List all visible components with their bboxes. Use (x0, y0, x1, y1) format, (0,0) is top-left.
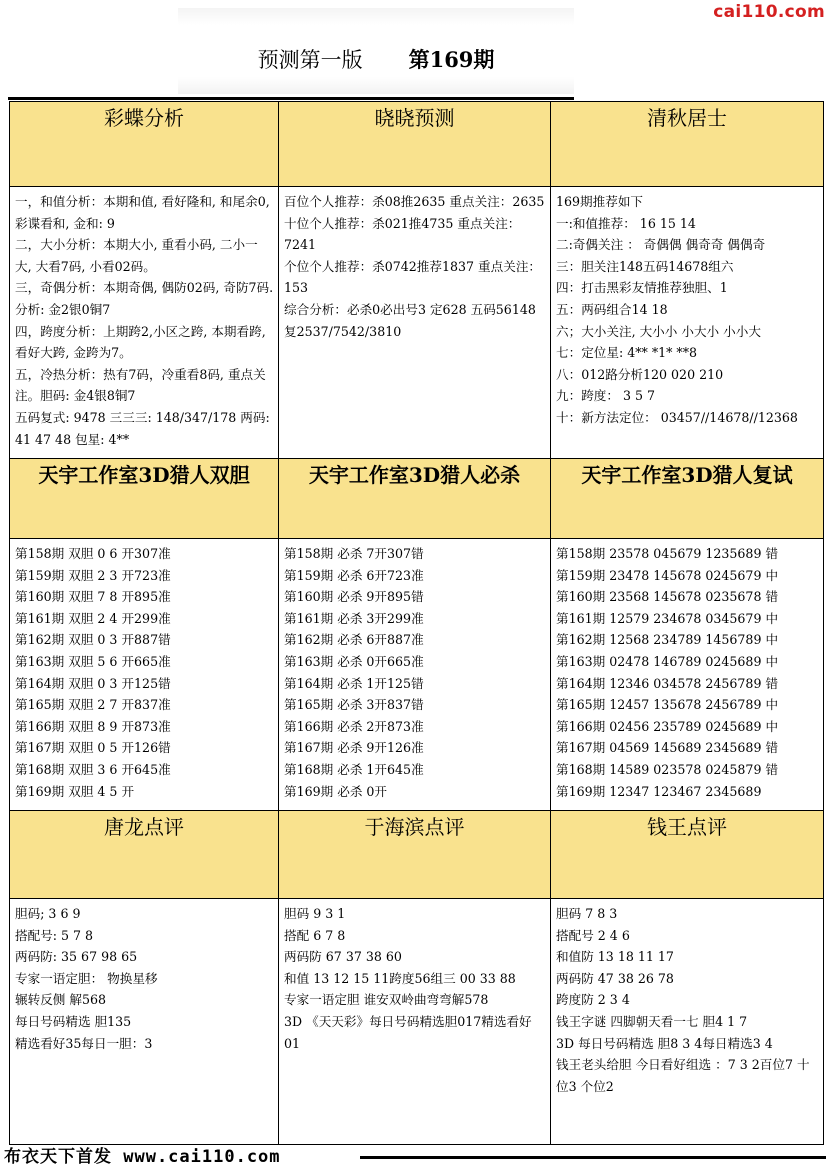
entry-line: 第167期 必杀 9开126准 (284, 740, 424, 756)
section-header-bisha: 天宇工作室3D猎人必杀 (279, 459, 551, 539)
entry-line: 六；大小关注, 大小小 小大小 小小大 (556, 323, 761, 339)
entry-line: 第160期 双胆 7 8 开895准 (15, 589, 171, 605)
entry-line: 第166期 必杀 2开873准 (284, 718, 424, 734)
section-header-caidie: 彩蝶分析 (10, 102, 279, 187)
entry-line: 两码防: 35 67 98 65 (15, 949, 138, 965)
entry-line: 九：跨度： 3 5 7 (556, 388, 656, 404)
entry-line: 第169期 双胆 4 5 开 (15, 783, 135, 799)
entry-line: 二:奇偶关注 ： 奇偶偶 偶奇奇 偶偶奇 (556, 237, 766, 253)
entry-line: 四，跨度分析：上期跨2,小区之跨, 本期看跨, 看好大跨, 金跨为7。 (15, 323, 266, 361)
entry-line: 第160期 必杀 9开895错 (284, 589, 424, 605)
entry-line: 第168期 14589 023578 0245879 错 (556, 761, 779, 777)
entry-line: 3D 《天天彩》每日号码精选胆017精选看好01 (284, 1013, 532, 1051)
entry-line: 五：两码组合14 18 (556, 301, 668, 317)
entry-line: 两码防 67 37 38 60 (284, 949, 402, 965)
entry-line: 第161期 双胆 2 4 开299准 (15, 610, 171, 626)
entry-line: 百位个人推荐：杀08推2635 重点关注：2635 (284, 194, 545, 209)
edition-label: 预测第一版 (257, 48, 363, 72)
entry-line: 第168期 双胆 3 6 开645准 (15, 761, 171, 777)
entry-line: 专家一语定胆 谁安双岭曲弯弯解578 (284, 992, 489, 1008)
entry-line: 第161期 必杀 3开299准 (284, 610, 424, 626)
section-header-qingqiu: 清秋居士 (551, 102, 824, 187)
entry-line: 第163期 必杀 0开665准 (284, 653, 424, 669)
entry-line: 搭配号 2 4 6 (556, 927, 630, 943)
entry-line: 四：打击黑彩友情推荐独胆、1 (556, 280, 728, 296)
site-logo: cai110.com (713, 2, 825, 22)
entry-line: 第158期 23578 045679 1235689 错 (556, 546, 779, 561)
section-body-fushi (551, 539, 824, 811)
entry-line: 钱王字谜 四脚朝天看一七 胆4 1 7 (556, 1013, 748, 1029)
entry-line: 第158期 双胆 0 6 开307准 (15, 546, 171, 561)
section-body-bisha (279, 539, 551, 811)
entry-line: 第164期 12346 034578 2456789 错 (556, 675, 779, 691)
section-header-fushi: 天宇工作室3D猎人复试 (551, 459, 824, 539)
entry-line: 八：012路分析120 020 210 (556, 366, 724, 382)
entry-line: 第165期 12457 135678 2456789 中 (556, 697, 779, 713)
entry-line: 十位个人推荐：杀021推4735 重点关注：7241 (284, 215, 521, 253)
entry-line: 第162期 双胆 0 3 开887错 (15, 632, 171, 648)
entry-line: 七：定位星: 4** *1* **8 (556, 345, 698, 361)
entry-line: 三：胆关注148五码14678组六 (556, 258, 734, 274)
section-header-shuangdan: 天宇工作室3D猎人双胆 (10, 459, 279, 539)
section-body-tanglong (10, 899, 279, 1145)
entry-line: 精选看好35每日一胆：3 (15, 1035, 153, 1051)
entry-line: 两码防 47 38 26 78 (556, 970, 674, 986)
entry-line: 第162期 必杀 6开887准 (284, 632, 424, 648)
footer-rule (360, 1156, 826, 1159)
section-body-qingqiu (551, 187, 824, 459)
entry-line: 第169期 12347 123467 2345689 (556, 783, 762, 799)
entry-line: 一，和值分析：本期和值, 看好隆和, 和尾余0,彩谍看和, 金和: 9 (15, 194, 270, 231)
entry-line: 第159期 必杀 6开723准 (284, 567, 424, 583)
entry-line: 第168期 必杀 1开645准 (284, 761, 424, 777)
entry-line: 3D 每日号码精选 胆8 3 4每日精选3 4 (556, 1035, 773, 1051)
entry-line: 每日号码精选 胆135 (15, 1013, 132, 1029)
entry-line: 二，大小分析：本期大小, 重看小码, 二小一大, 大看7码, 小看02码。 (15, 237, 258, 274)
issue-label: 第169期 (408, 47, 495, 72)
entry-line: 胆码 9 3 1 (284, 906, 346, 921)
entry-line: 十：新方法定位： 03457//14678//12368 (556, 409, 798, 425)
entry-line: 复2537/7542/3810 (284, 323, 402, 339)
section-header-yuhaibin: 于海滨点评 (279, 811, 551, 899)
entry-line: 第163期 双胆 5 6 开665准 (15, 653, 171, 669)
section-body-caidie (10, 187, 279, 459)
section-header-qianwang: 钱王点评 (551, 811, 824, 899)
entry-line: 一:和值推荐： 16 15 14 (556, 215, 696, 231)
entry-line: 第164期 双胆 0 3 开125错 (15, 675, 171, 691)
entry-line: 钱王老头给胆 今日看好组选 ：7 3 2百位7 十位3 个位2 (556, 1057, 810, 1094)
entry-line: 第162期 12568 234789 1456789 中 (556, 632, 779, 648)
entry-line: 三，奇偶分析：本期奇偶, 偶防02码, 奇防7码. 分析: 金2银0铜7 (15, 280, 274, 317)
entry-line: 第166期 02456 235789 0245689 中 (556, 718, 779, 734)
page-title (178, 44, 574, 74)
entry-line: 第165期 必杀 3开837错 (284, 697, 424, 713)
entry-line: 综合分析：必杀0必出号3 定628 五码56148 (284, 301, 536, 317)
entry-line: 第159期 23478 145678 0245679 中 (556, 567, 779, 583)
entry-line: 第164期 必杀 1开125错 (284, 675, 424, 691)
entry-line: 第167期 双胆 0 5 开126错 (15, 740, 171, 756)
section-body-xiaoxiao (279, 187, 551, 459)
entry-line: 第159期 双胆 2 3 开723准 (15, 567, 171, 583)
entry-line: 胆码; 3 6 9 (15, 906, 81, 921)
entry-line: 第158期 必杀 7开307错 (284, 546, 424, 561)
entry-line: 第166期 双胆 8 9 开873准 (15, 718, 171, 734)
entry-line: 个位个人推荐：杀0742推荐1837 重点关注：153 (284, 258, 542, 296)
section-header-xiaoxiao: 晓晓预测 (279, 102, 551, 187)
entry-line: 169期推荐如下 (556, 194, 644, 209)
entry-line: 第161期 12579 234678 0345679 中 (556, 610, 779, 626)
entry-line: 和值防 13 18 11 17 (556, 949, 674, 965)
entry-line: 搭配号: 5 7 8 (15, 927, 94, 943)
entry-line: 第169期 必杀 0开 (284, 783, 388, 799)
entry-line: 专家一语定胆： 物换星移 (15, 970, 158, 986)
entry-line: 第167期 04569 145689 2345689 错 (556, 740, 779, 756)
footer-brand: 布衣天下首发 www.cai110.com (4, 1147, 281, 1167)
entry-line: 五码复式: 9478 三三三: 148/347/178 两码: 41 47 48 包星: 4** (15, 409, 270, 447)
entry-line: 胆码 7 8 3 (556, 906, 618, 921)
prediction-grid (9, 101, 824, 1145)
entry-line: 第163期 02478 146789 0245689 中 (556, 653, 779, 669)
entry-line: 搭配 6 7 8 (284, 927, 346, 943)
entry-line: 辗转反侧 解568 (15, 992, 107, 1008)
entry-line: 和值 13 12 15 11跨度56组三 00 33 88 (284, 970, 516, 986)
entry-line: 五，冷热分析：热有7码，冷重看8码, 重点关注。胆码: 金4银8铜7 (15, 366, 266, 404)
entry-line: 第165期 双胆 2 7 开837准 (15, 697, 171, 713)
header-rule (8, 97, 574, 100)
section-body-qianwang (551, 899, 824, 1145)
section-body-shuangdan (10, 539, 279, 811)
entry-line: 第160期 23568 145678 0235678 错 (556, 589, 779, 605)
section-header-tanglong: 唐龙点评 (10, 811, 279, 899)
section-body-yuhaibin (279, 899, 551, 1145)
entry-line: 跨度防 2 3 4 (556, 992, 630, 1008)
